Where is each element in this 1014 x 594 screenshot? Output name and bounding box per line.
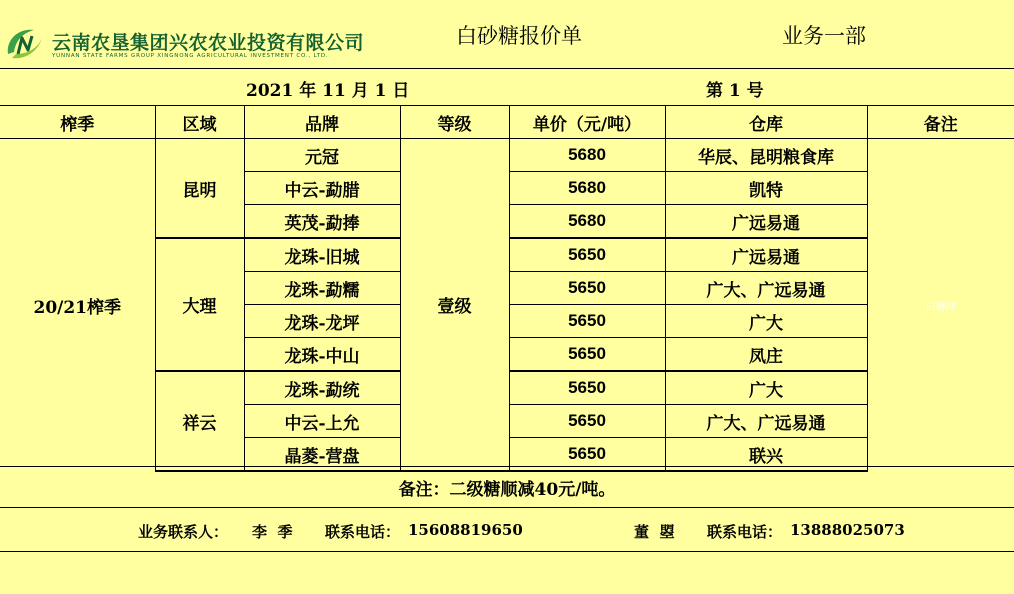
brand-cell: 龙珠-勐统 xyxy=(244,371,400,405)
brand-cell: 元冠 xyxy=(244,139,400,172)
price-cell: 5680 xyxy=(509,205,665,239)
contact-label: 业务联系人： xyxy=(138,523,229,541)
divider xyxy=(0,68,1014,69)
quote-date: 2021 年 11 月 1 日 xyxy=(246,81,410,101)
table-header-row xyxy=(0,106,1014,139)
brand-cell: 晶菱-营盘 xyxy=(244,438,400,472)
price-cell: 5680 xyxy=(509,139,665,172)
quote-number: 第 1 号 xyxy=(706,81,764,101)
contact-name: 董 曌 xyxy=(634,523,675,541)
brand-cell: 英茂-勐捧 xyxy=(244,205,400,239)
table-row xyxy=(0,139,1014,172)
warehouse-cell: 广大 xyxy=(665,371,867,405)
phone-label: 联系电话： xyxy=(707,523,783,541)
price-cell: 5650 xyxy=(509,238,665,272)
warehouse-cell: 广远易通 xyxy=(665,205,867,239)
warehouse-cell: 广大、广远易通 xyxy=(665,405,867,438)
warehouse-cell: 凯特 xyxy=(665,172,867,205)
warehouse-cell: 华辰、昆明粮食库 xyxy=(665,139,867,172)
warehouse-cell: 广远易通 xyxy=(665,238,867,272)
divider xyxy=(0,551,1014,552)
contact-bar xyxy=(0,507,1014,551)
phone-number: 15608819650 xyxy=(408,521,523,539)
company-english-name: YUNNAN STATE FARMS GROUP XINGNONG AGRICULTURAL INVESTMENT CO., LTD. xyxy=(52,53,329,59)
column-header: 等级 xyxy=(400,106,509,139)
price-table xyxy=(0,106,1014,472)
region-cell: 昆明 xyxy=(155,139,244,239)
remark-text: 备注：二级糖顺减40元/吨。 xyxy=(398,479,616,500)
price-cell: 5650 xyxy=(509,438,665,472)
brand-cell: 龙珠-中山 xyxy=(244,338,400,372)
season-cell: 20/21榨季 xyxy=(33,297,122,318)
brand-cell: 龙珠-龙坪 xyxy=(244,305,400,338)
column-header: 仓库 xyxy=(665,106,867,139)
brand-cell: 龙珠-旧城 xyxy=(244,238,400,272)
warehouse-cell: 广大、广远易通 xyxy=(665,272,867,305)
price-cell: 5650 xyxy=(509,371,665,405)
price-cell: 5650 xyxy=(509,305,665,338)
region-cell: 祥云 xyxy=(155,371,244,471)
column-header: 榨季 xyxy=(0,106,155,139)
warehouse-cell: 凤庄 xyxy=(665,338,867,372)
leaf-circle-logo-icon xyxy=(4,24,46,64)
region-cell: 大理 xyxy=(155,238,244,371)
brand-cell: 中云-勐腊 xyxy=(244,172,400,205)
column-header: 备注 xyxy=(867,106,1014,139)
document-title: 白砂糖报价单 xyxy=(456,24,582,48)
column-header: 单价（元/吨） xyxy=(509,106,665,139)
grade-cell: 壹级 xyxy=(400,139,509,472)
warehouse-cell: 广大 xyxy=(665,305,867,338)
contact-name: 李 季 xyxy=(252,523,293,541)
price-cell: 5650 xyxy=(509,338,665,372)
price-cell: 5680 xyxy=(509,172,665,205)
warehouse-cell: 联兴 xyxy=(665,438,867,472)
phone-label: 联系电话： xyxy=(325,523,401,541)
note-cell: 白糖网 xyxy=(925,301,956,313)
department-label: 业务一部 xyxy=(782,24,866,48)
column-header: 品牌 xyxy=(244,106,400,139)
column-header: 区域 xyxy=(155,106,244,139)
phone-number: 13888025073 xyxy=(790,521,905,539)
price-cell: 5650 xyxy=(509,405,665,438)
brand-cell: 中云-上允 xyxy=(244,405,400,438)
brand-cell: 龙珠-勐糯 xyxy=(244,272,400,305)
company-name: 云南农垦集团兴农农业投资有限公司 xyxy=(52,32,365,54)
price-cell: 5650 xyxy=(509,272,665,305)
